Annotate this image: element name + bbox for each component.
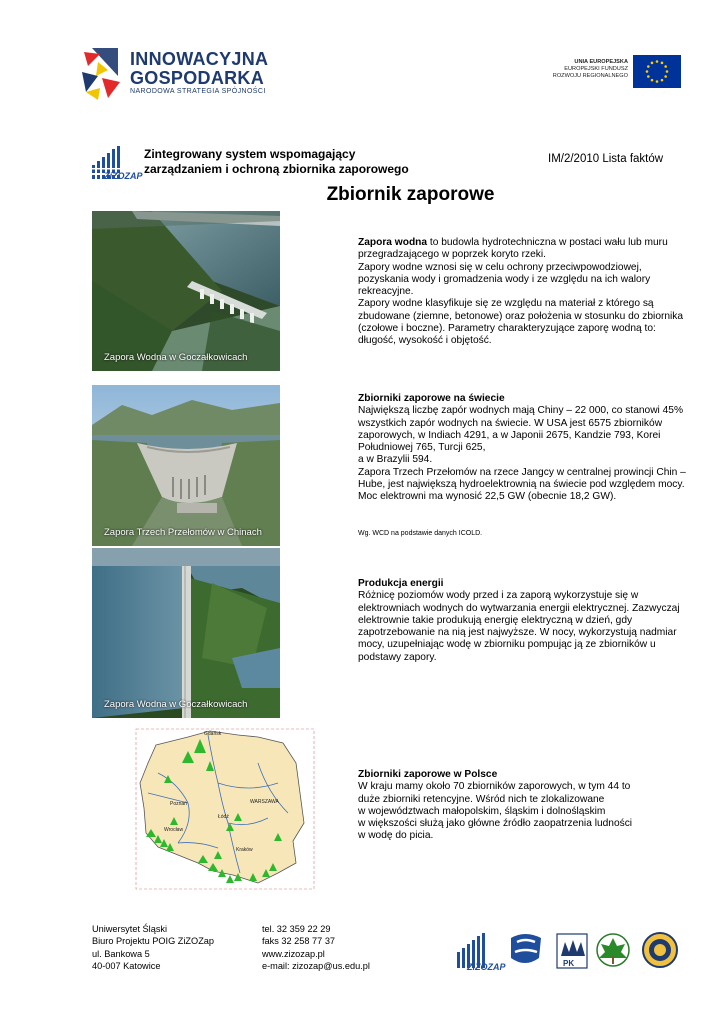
s4-line3: w województwach małopolskim, śląskim i dolnośląskim xyxy=(358,805,606,817)
ig-title xyxy=(130,50,268,88)
footer-addr1: Uniwersytet Śląski xyxy=(92,924,168,934)
eu-line3: ROZWOJU REGIONALNEGO xyxy=(552,73,628,79)
footer-www[interactable]: www.zizozap.pl xyxy=(262,948,325,959)
eu-star xyxy=(661,79,664,82)
eu-star xyxy=(666,70,669,73)
eu-star xyxy=(646,70,649,73)
footer-addr3: ul. Bankowa 5 xyxy=(92,948,150,959)
footer-zizozap-logo xyxy=(457,933,506,972)
photo-three-gorges-dam xyxy=(92,385,280,546)
photo-goczalkowice-dam-image xyxy=(92,211,280,371)
photo3-caption: Zapora Wodna w Goczałkowicach xyxy=(104,699,248,710)
eu-star xyxy=(647,75,650,78)
section-dam-definition xyxy=(358,237,693,348)
photo-goczalkowice-dam xyxy=(92,211,280,371)
map-label-wroclaw: Wrocław xyxy=(164,827,184,833)
photo2-caption: Zapora Trzech Przełomów w Chinach xyxy=(104,527,262,538)
section-energy-production xyxy=(358,578,693,664)
photo-goczalkowice-dam-2 xyxy=(92,548,280,718)
zizozap-logo-text: ZiZOZAP xyxy=(104,171,143,181)
section-world-reservoirs xyxy=(358,393,693,504)
map-label-lodz: Łódź xyxy=(218,814,229,820)
eu-star xyxy=(664,75,667,78)
eu-text xyxy=(548,59,628,80)
footer-seal-logo xyxy=(643,933,677,967)
eu-star xyxy=(656,80,659,83)
page-title: Zbiornik zaporowe xyxy=(326,184,495,205)
footer-contact xyxy=(262,923,370,973)
s4-line2: duże zbiorniki retencyjne. Wśród nich te zlokalizowane xyxy=(358,793,605,805)
eu-star xyxy=(656,60,659,63)
s3-heading: Produkcja energii xyxy=(358,578,444,589)
footer-addr2: Biuro Projektu POIG ZiZOZap xyxy=(92,936,215,947)
map-label-poznan: Poznań xyxy=(170,801,187,807)
footer-email[interactable]: e-mail: zizozap@us.edu.pl xyxy=(262,961,370,972)
eu-star xyxy=(664,65,667,68)
eu-line2: EUROPEJSKI FUNDUSZ xyxy=(564,66,628,72)
s2-para1b: a w Brazylii 594. xyxy=(358,454,433,466)
map-label-krakow: Kraków xyxy=(236,847,253,853)
eu-star xyxy=(661,62,664,65)
s2-para1: Największą liczbę zapór wodnych mają Chiny – 22 000, co stanowi 45% wszystkich zapór wodnych na świecie. W USA jest 6575 zbiorników zaporowych, w Indiach 4291, a w Japonii 2675, Kandzie 793, Korei Południowej 765, Turcji 625, xyxy=(358,405,684,454)
s4-line1: W kraju mamy około 70 zbiorników zaporowych, w tym 44 to xyxy=(358,781,631,793)
s4-heading: Zbiorniki zaporowe w Polsce xyxy=(358,769,498,780)
main-title-wrap xyxy=(0,184,725,206)
s1-para2: Zapory wodne wznosi się w celu ochrony przeciwpowodziowej, pozyskania wody i gromadzenia wody i ze względu na ich walory rekreacyjne. xyxy=(358,261,651,298)
s1-heading: Zapora wodna xyxy=(358,237,428,248)
s1-lead: to budowla hydrotechniczna w postaci wału lub muru przegradzającego w poprzek koryto rzeki. xyxy=(358,237,668,261)
ig-title-line2: GOSPODARKA xyxy=(130,68,265,88)
photo1-caption: Zapora Wodna w Goczałkowicach xyxy=(104,352,248,363)
footer-partner-logos xyxy=(455,928,685,972)
footer-addr4: 40-007 Katowice xyxy=(92,961,161,972)
s1-para3: Zapory wodne klasyfikuje się ze względu na materiał z którego są zbudowane (ziemne, betonowe) oraz położenia w stosunku do zbiornika (czołowe i boczne). Parametry charakteryzujące zaporę wodną to: długość, wysokość i objętość. xyxy=(358,298,684,347)
poland-reservoirs-map xyxy=(118,723,318,895)
ig-subtitle: NARODOWA STRATEGIA SPÓJNOŚCI xyxy=(130,88,266,95)
eu-star xyxy=(651,62,654,65)
eu-star xyxy=(651,79,654,82)
source-note: Wg. WCD na podstawie danych ICOLD. xyxy=(358,530,483,537)
footer-leaf-logo xyxy=(597,934,629,966)
svg-text:ZiZOZAP: ZiZOZAP xyxy=(467,962,506,972)
project-title-line2: zarządzaniem i ochroną zbiornika zaporowego xyxy=(144,162,409,176)
eu-line1: UNIA EUROPEJSKA xyxy=(574,59,628,65)
footer-address xyxy=(92,923,214,973)
s3-para1: Różnicę poziomów wody przed i za zaporą wykorzystuje się w elektrowniach wodnych do wytwarzania energii elektrycznej. Zazwyczaj elektrownie takie produkują energię elektryczną w dzień, gdy zapotrzebowanie na nią jest najwyższe. W nocy, wykorzystują nadmiar mocy, uzupełniając wodę w zbiorniku pompując ją ze zbiorników u podstawy zapory. xyxy=(358,590,680,663)
map-label-gdansk: Gdańsk xyxy=(204,731,222,737)
s4-line4: w większości służą jako główne źródło zaopatrzenia ludności xyxy=(358,818,633,830)
eu-star xyxy=(647,65,650,68)
footer-university-logo xyxy=(511,934,541,963)
s2-heading: Zbiorniki zaporowe na świecie xyxy=(358,393,505,404)
footer-tel: tel. 32 359 22 29 xyxy=(262,924,331,934)
project-title-line1: Zintegrowany system wspomagający xyxy=(144,147,356,161)
project-title xyxy=(144,147,409,177)
s2-para2: Zapora Trzech Przełomów na rzece Jangcy w centralnej prowincji Chin – Hube, jest największą hydroelektrownią na świecie pod względem mocy. Moc elektrowni ma wynosić 22,5 GW (obecnie 18,2 GW). xyxy=(358,466,686,503)
footer-pk-logo xyxy=(557,934,587,968)
s4-line5: w wodę do picia. xyxy=(358,830,434,842)
photo-three-gorges-dam-image xyxy=(92,385,280,546)
svg-text:PK: PK xyxy=(563,959,575,968)
ig-title-line1: INNOWACYJNA xyxy=(130,49,269,69)
photo-goczalkowice-dam-2-image xyxy=(92,548,280,718)
footer-fax: faks 32 258 77 37 xyxy=(262,936,336,947)
map-label-warszawa: WARSZAWA xyxy=(250,799,279,805)
zizozap-logo xyxy=(90,143,143,181)
section-poland-reservoirs xyxy=(358,769,693,843)
eu-flag-icon xyxy=(633,55,681,88)
document-id: IM/2/2010 Lista faktów xyxy=(548,153,664,165)
